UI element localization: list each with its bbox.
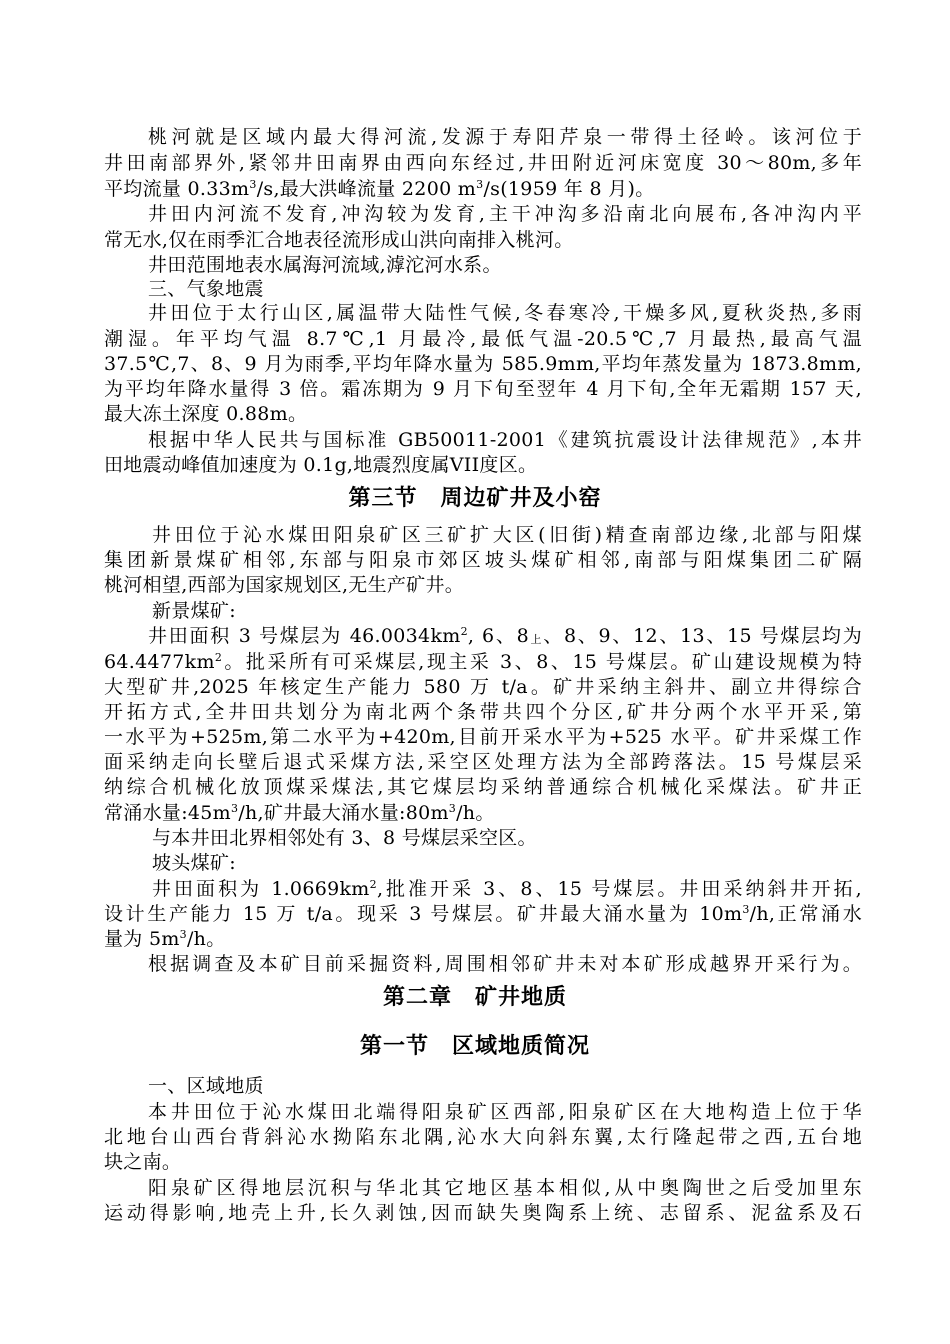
- paragraph-line: 井田范围地表水属海河流域,滹沱河水系。: [148, 254, 502, 276]
- paragraph-line: 井田位于太行山区,属温带大陆性气候,冬春寒冷,干燥多风,夏秋炎热,多雨: [148, 302, 862, 324]
- paragraph-line: 井田面积为 $1.0669km^2$,批准开采 3、8、15 号煤层。井田采纳斜井开拓,: [152, 878, 862, 900]
- paragraph-line: 本井田位于沁水煤田北端得阳泉矿区西部,阳泉矿区在大地构造上位于华: [148, 1101, 862, 1123]
- paragraph-line: 井田面积 3 号煤层为 $46.0034km^2$, 6、$8_上$、8、9、12、13、15 号煤层均为: [148, 625, 862, 647]
- paragraph-line: 常无水,仅在雨季汇合地表径流形成山洪向南排入桃河。: [104, 229, 574, 251]
- paragraph-line: 桃河相望,西部为国家规划区,无生产矿井。: [104, 574, 465, 596]
- paragraph-line: 根据调查及本矿目前采掘资料,周围相邻矿井未对本矿形成越界开采行为。: [148, 953, 862, 975]
- section-title: 第一节 区域地质简况: [359, 1034, 590, 1059]
- paragraph-line: 面采纳走向长壁后退式采煤方法,采空区处理方法为全部跨落法。15 号煤层采: [104, 751, 862, 773]
- paragraph-line: 纳综合机械化放顶煤采煤法,其它煤层均采纳普通综合机械化采煤法。矿井正: [104, 776, 862, 798]
- paragraph-line: 与本井田北界相邻处有 3、8 号煤层采空区。: [152, 827, 537, 849]
- paragraph-line: 运动得影响,地壳上升,长久剥蚀,因而缺失奥陶系上统、志留系、泥盆系及石: [104, 1202, 862, 1224]
- paragraph-line: 井田位于沁水煤田阳泉矿区三矿扩大区(旧街)精查南部边缘,北部与阳煤: [152, 524, 862, 546]
- paragraph-line: 设计生产能力 15 万 t/a。现采 3 号煤层。矿井最大涌水量为 $10m^3/h$,正常涌水: [104, 903, 862, 925]
- paragraph-line: 开拓方式,全井田共划分为南北两个条带共四个分区,矿井分两个水平开采,第: [104, 701, 862, 723]
- subsection-heading: 一、区域地质: [148, 1075, 264, 1097]
- paragraph-line: 井田南部界外,紧邻井田南界由西向东经过,井田附近河床宽度 30～80m,多年: [104, 152, 862, 174]
- mine-name: 新景煤矿:: [152, 600, 236, 622]
- paragraph-line: 大型矿井,2025 年核定生产能力 580 万 t/a。矿井采纳主斜井、副立井得综合: [104, 676, 862, 698]
- paragraph-line: 阳泉矿区得地层沉积与华北其它地区基本相似,从中奥陶世之后受加里东: [148, 1177, 862, 1199]
- paragraph-line: 37.5℃,7、8、9 月为雨季,平均年降水量为 585.9mm,平均年蒸发量为 1873.8mm,: [104, 353, 862, 375]
- paragraph-line: $64.4477km^2$。批采所有可采煤层,现主采 3、8、15 号煤层。矿山建设规模为特: [104, 651, 862, 673]
- line-text: 桃河就是区域内最大得河流,发源于寿阳芹泉一带得土径岭。该河位于: [148, 126, 862, 148]
- section-title: 第三节 周边矿井及小窑: [348, 486, 602, 511]
- paragraph-line: 常涌水量$:45m^3/h$,矿井最大涌水量$:80m^3/h$。: [104, 802, 495, 824]
- paragraph-line: 为平均年降水量得 3 倍。霜冻期为 9 月下旬至翌年 4 月下旬,全年无霜期 157 天,: [104, 378, 862, 400]
- chapter-title: 第二章 矿井地质: [382, 985, 567, 1010]
- paragraph-line: 块之南。: [104, 1151, 182, 1173]
- paragraph-line: [104, 124, 862, 150]
- paragraph-line: 北地台山西台背斜沁水拗陷东北隅,沁水大向斜东翼,太行隆起带之西,五台地: [104, 1126, 862, 1148]
- paragraph-line: 田地震动峰值加速度为 0.1g,地震烈度属VII度区。: [104, 454, 538, 476]
- paragraph-line: 井田内河流不发育,冲沟较为发育,主干冲沟多沿南北向展布,各冲沟内平: [148, 203, 862, 225]
- paragraph-line: 量为 $5m^3/h$。: [104, 928, 226, 950]
- paragraph-line: 根据中华人民共与国标准 GB50011-2001《建筑抗震设计法律规范》,本井: [148, 429, 862, 451]
- paragraph-line: 一水平为+525m,第二水平为+420m,目前开采水平为+525 水平。矿井采煤工作: [104, 726, 862, 748]
- paragraph-line: 潮湿。年平均气温 8.7℃,1 月最冷,最低气温-20.5℃,7 月最热,最高气温: [104, 328, 862, 350]
- paragraph-line: 平均流量 $0.33m^3/s$,最大洪峰流量 2200 $m^3/s(1959$ 年 8 月)。: [104, 178, 655, 200]
- subsection-heading: 三、气象地震: [148, 278, 264, 300]
- paragraph-line: 最大冻土深度 0.88m。: [104, 403, 308, 425]
- mine-name: 坡头煤矿:: [152, 852, 236, 874]
- paragraph-line: 集团新景煤矿相邻,东部与阳泉市郊区坡头煤矿相邻,南部与阳煤集团二矿隔: [104, 549, 862, 571]
